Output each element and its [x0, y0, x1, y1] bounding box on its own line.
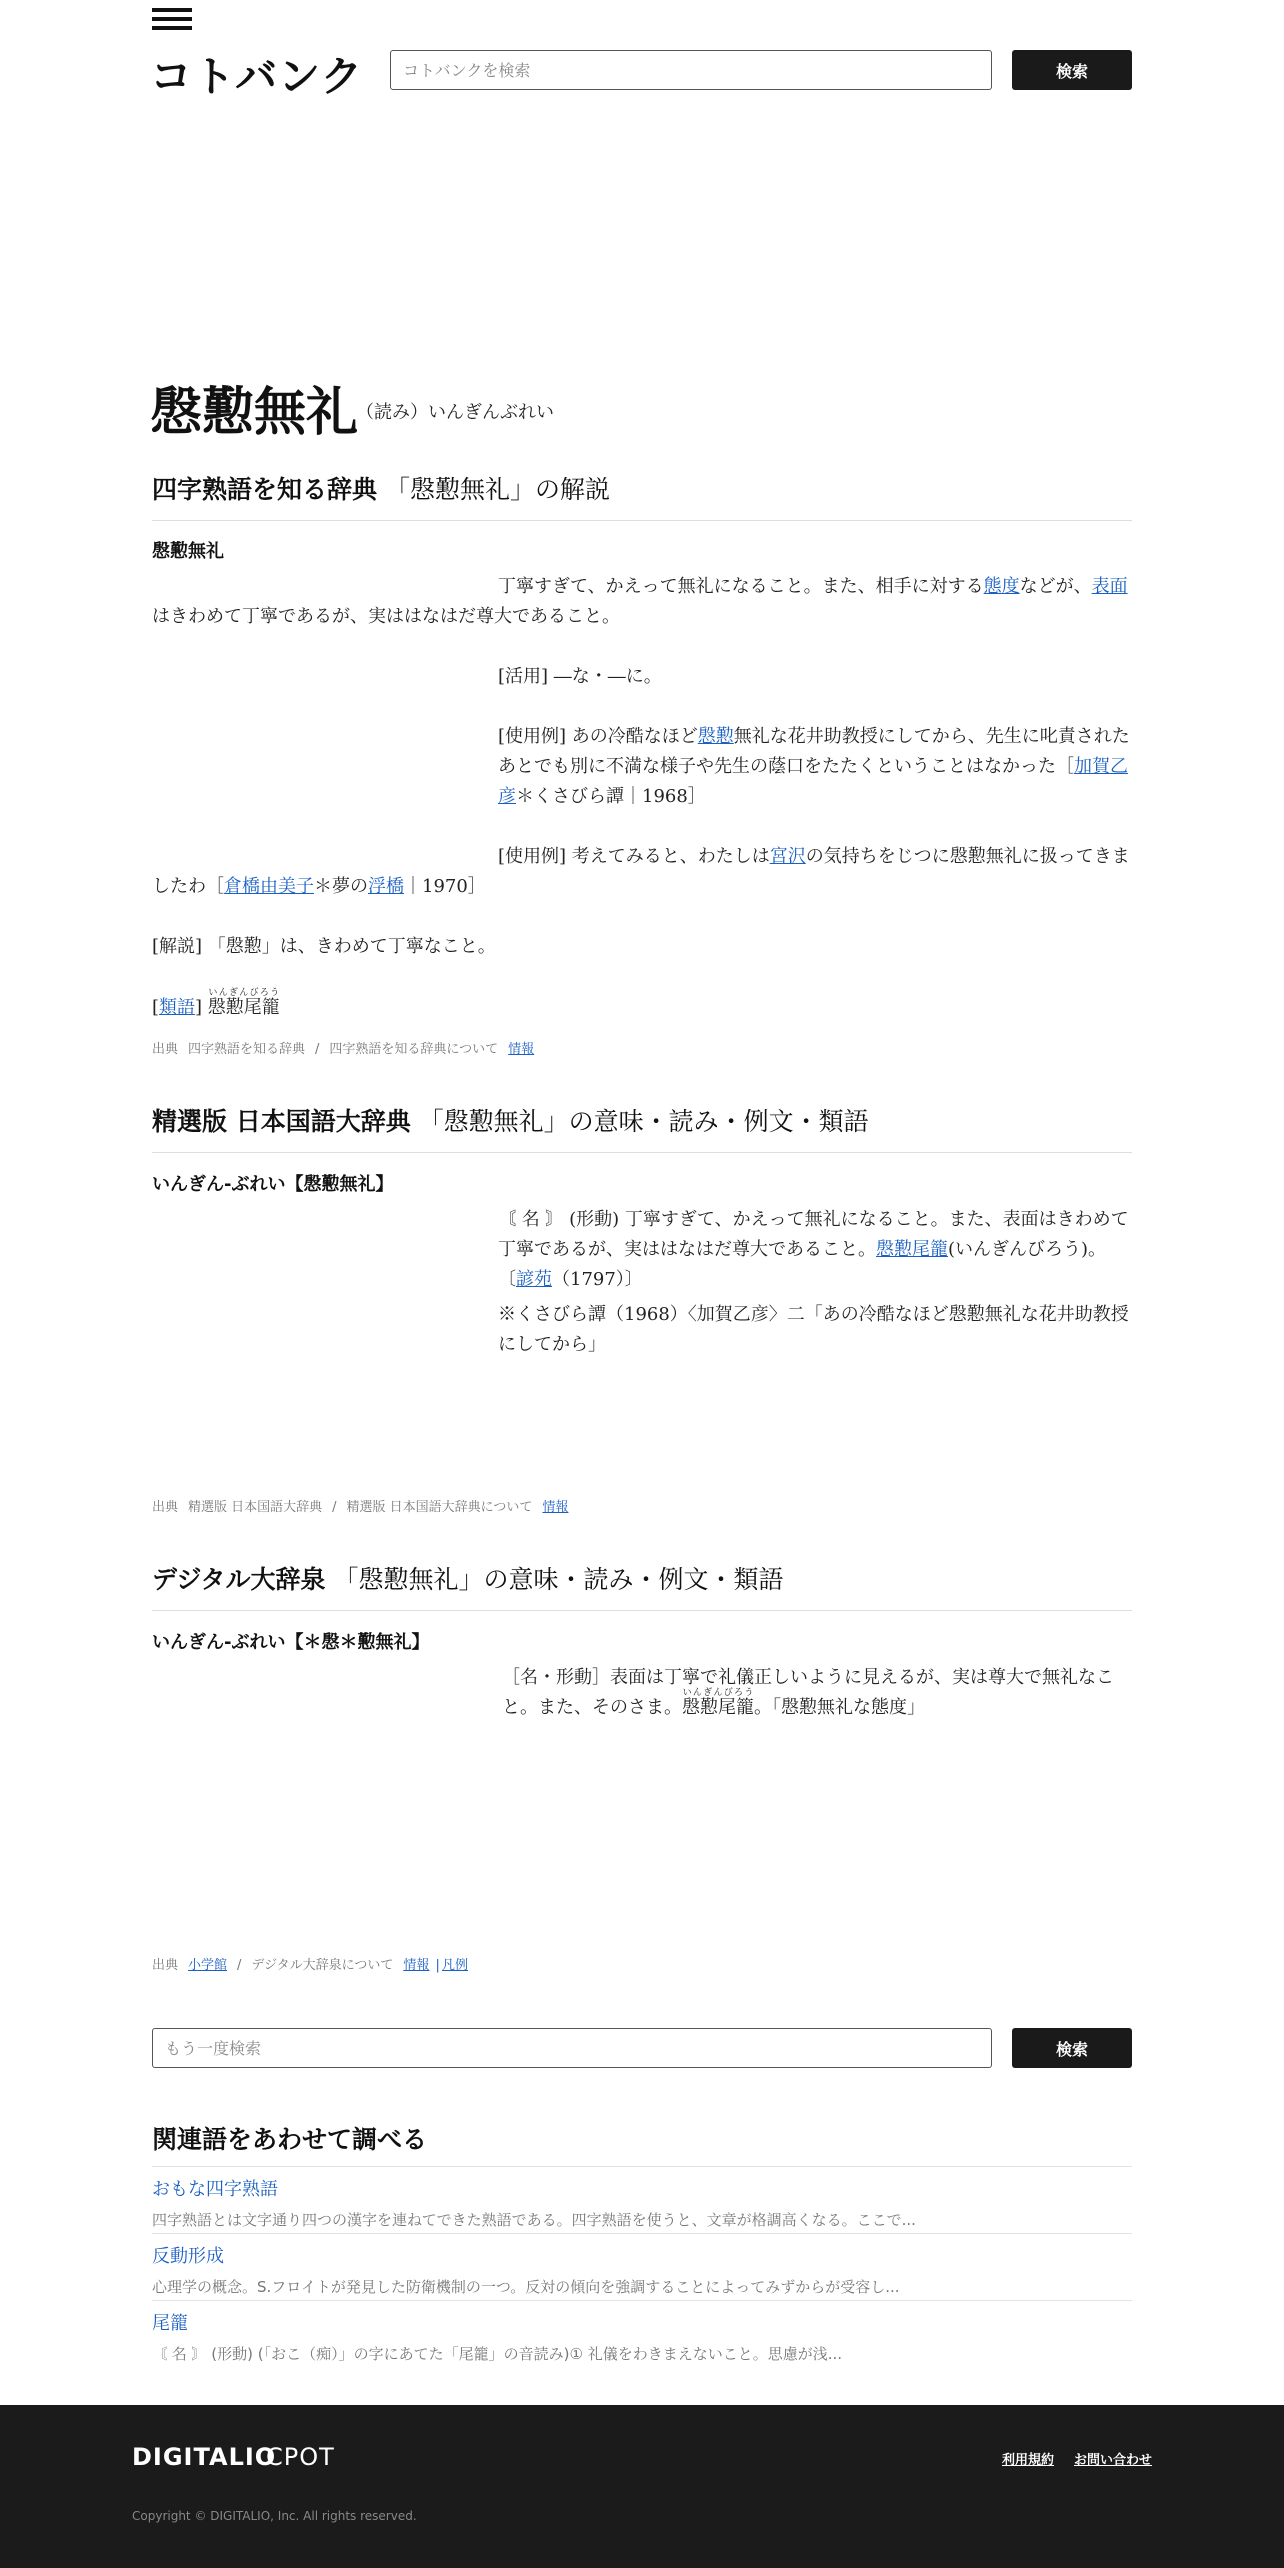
page-title: 慇懃無礼: [150, 382, 359, 443]
related-link[interactable]: 反動形成: [152, 2246, 224, 2267]
heading-text: 「慇懃無礼」の意味・読み・例文・類語: [333, 1565, 784, 1594]
entry-headword: 慇懃無礼: [152, 541, 224, 562]
source-info-link[interactable]: 情報: [542, 1500, 569, 1515]
link-hyomen[interactable]: 表面: [1091, 576, 1128, 597]
link-taido[interactable]: 態度: [983, 576, 1020, 597]
source-line: 出典 四字熟語を知る辞典 / 四字熟語を知る辞典について 情報: [152, 1042, 535, 1057]
link-miyazawa[interactable]: 宮沢: [769, 846, 806, 867]
source-info-link[interactable]: 情報: [403, 1958, 430, 1973]
footer: [0, 2405, 1284, 2568]
source-legend-link[interactable]: 凡例: [441, 1958, 468, 1973]
link-kurahashi-yumiko[interactable]: 倉橋由美子: [224, 876, 314, 897]
definition-paragraph: ［名・形動］表面は丁寧で礼儀正しいように見えるが、実は尊大で無礼なこと。また、そのさま。慇懃尾籠いんぎんびろう。「慇懃無礼な態度」: [502, 1667, 1114, 1718]
entry-headword: いんぎん‐ぶれい【＊慇＊懃無礼】: [152, 1632, 430, 1653]
related-desc: 心理学の概念。S.フロイトが発見した防衛機制の一つ。反対の傾向を強調することによってみずからが受容し...: [152, 2278, 900, 2296]
section-heading-yoji: [152, 470, 1132, 521]
word-reading: （読み）いんぎんぶれい: [356, 402, 554, 423]
terms-link[interactable]: 利用規約: [1002, 2453, 1055, 2468]
link-kaga-otohiko[interactable]: 加賀乙彦: [498, 756, 1128, 807]
copyright: Copyright © DIGITALIO, Inc. All rights reserved.: [132, 2509, 417, 2523]
source-info-link[interactable]: 情報: [508, 1042, 535, 1057]
dict-name: 精選版 日本国語大辞典: [152, 1107, 411, 1136]
link-ingin[interactable]: 慇懃: [697, 726, 734, 747]
search-input[interactable]: [390, 50, 992, 90]
definition-paragraph: 〘 名 〙 (形動) 丁寧すぎて、かえって無礼になること。また、表面はきわめて丁寧であるが、実ははなはだ尊大であること。慇懃尾籠(いんぎんびろう)。〔諺苑（1797）〕: [498, 1209, 1129, 1290]
heading-text: 「慇懃無礼」の意味・読み・例文・類語: [418, 1107, 869, 1136]
commentary: [解説] 「慇懃」は、きわめて丁寧なこと。: [152, 936, 496, 957]
related-link[interactable]: 尾籠: [152, 2313, 188, 2334]
link-ingin-birou[interactable]: 慇懃尾籠: [876, 1239, 948, 1260]
contact-link[interactable]: お問い合わせ: [1074, 2453, 1153, 2468]
cpot-logo[interactable]: CPOT: [266, 2443, 335, 2471]
source-line: 出典 小学館 / デジタル大辞泉について 情報 | 凡例: [152, 1958, 468, 1973]
definition-paragraph: 丁寧すぎて、かえって無礼になること。また、相手に対する態度などが、表面はきわめて丁寧であるが、実ははなはだ尊大であること。: [152, 576, 1128, 627]
link-ruigo[interactable]: 類語: [159, 997, 196, 1018]
digitalio-logo[interactable]: DIGITALIO: [132, 2443, 277, 2471]
site-logo[interactable]: コトバンク: [150, 52, 364, 101]
entry-headword: いんぎん‐ぶれい【慇懃無礼】: [152, 1174, 394, 1195]
list-item[interactable]: [152, 2166, 1132, 2233]
link-genen[interactable]: 諺苑: [516, 1269, 552, 1290]
related-desc: 四字熟語とは文字通り四つの漢字を連ねてできた熟語である。四字熟語を使うと、文章が格調高くなる。ここで...: [152, 2211, 916, 2229]
search-again-input[interactable]: [152, 2028, 992, 2068]
search-button[interactable]: 検索: [1012, 50, 1132, 90]
related-list: [152, 2166, 1132, 2367]
list-item[interactable]: [152, 2300, 1132, 2367]
dict-name: 四字熟語を知る辞典: [152, 475, 378, 504]
dict-name: デジタル大辞泉: [152, 1565, 326, 1594]
synonym-line: [類語] 慇懃尾籠いんぎんびろう: [152, 988, 280, 1018]
link-ukihashi[interactable]: 浮橋: [368, 876, 404, 897]
source-publisher-link[interactable]: 小学館: [188, 1958, 228, 1973]
citation: ※くさびら譚（1968）〈加賀乙彦〉二「あの冷酷なほど慇懃無礼な花井助教授にしてから」: [498, 1304, 1129, 1355]
list-item[interactable]: [152, 2233, 1132, 2300]
search-again-button[interactable]: 検索: [1012, 2028, 1132, 2068]
usage-example-2: [使用例] 考えてみると、わたしは宮沢の気持ちをじつに慇懃無礼に扱ってきましたわ［倉橋由美子＊夢の浮橋｜1970］: [152, 846, 1130, 897]
related-link[interactable]: おもな四字熟語: [152, 2179, 278, 2200]
section-heading-nikkoku: [152, 1102, 1132, 1153]
heading-text: 「慇懃無礼」の解説: [384, 475, 610, 504]
usage-example-1: [使用例] あの冷酷なほど慇懃無礼な花井助教授にしてから、先生に叱責されたあとでも別に不満な様子や先生の蔭口をたたくということはなかった［加賀乙彦＊くさびら譚｜1968］: [498, 726, 1130, 807]
source-line: 出典 精選版 日本国語大辞典 / 精選版 日本国語大辞典について 情報: [152, 1500, 569, 1515]
usage-katsuyo: [活用] ―な・―に。: [498, 666, 662, 687]
related-heading: 関連語をあわせて調べる: [152, 2125, 428, 2154]
section-heading-daijisen: [152, 1560, 1132, 1611]
related-desc: 〘 名 〙 (形動) (「おこ（痴）」の字にあてた「尾籠」の音読み)① 礼儀をわきまえないこと。思慮が浅...: [152, 2345, 843, 2363]
menu-icon[interactable]: [152, 8, 192, 32]
